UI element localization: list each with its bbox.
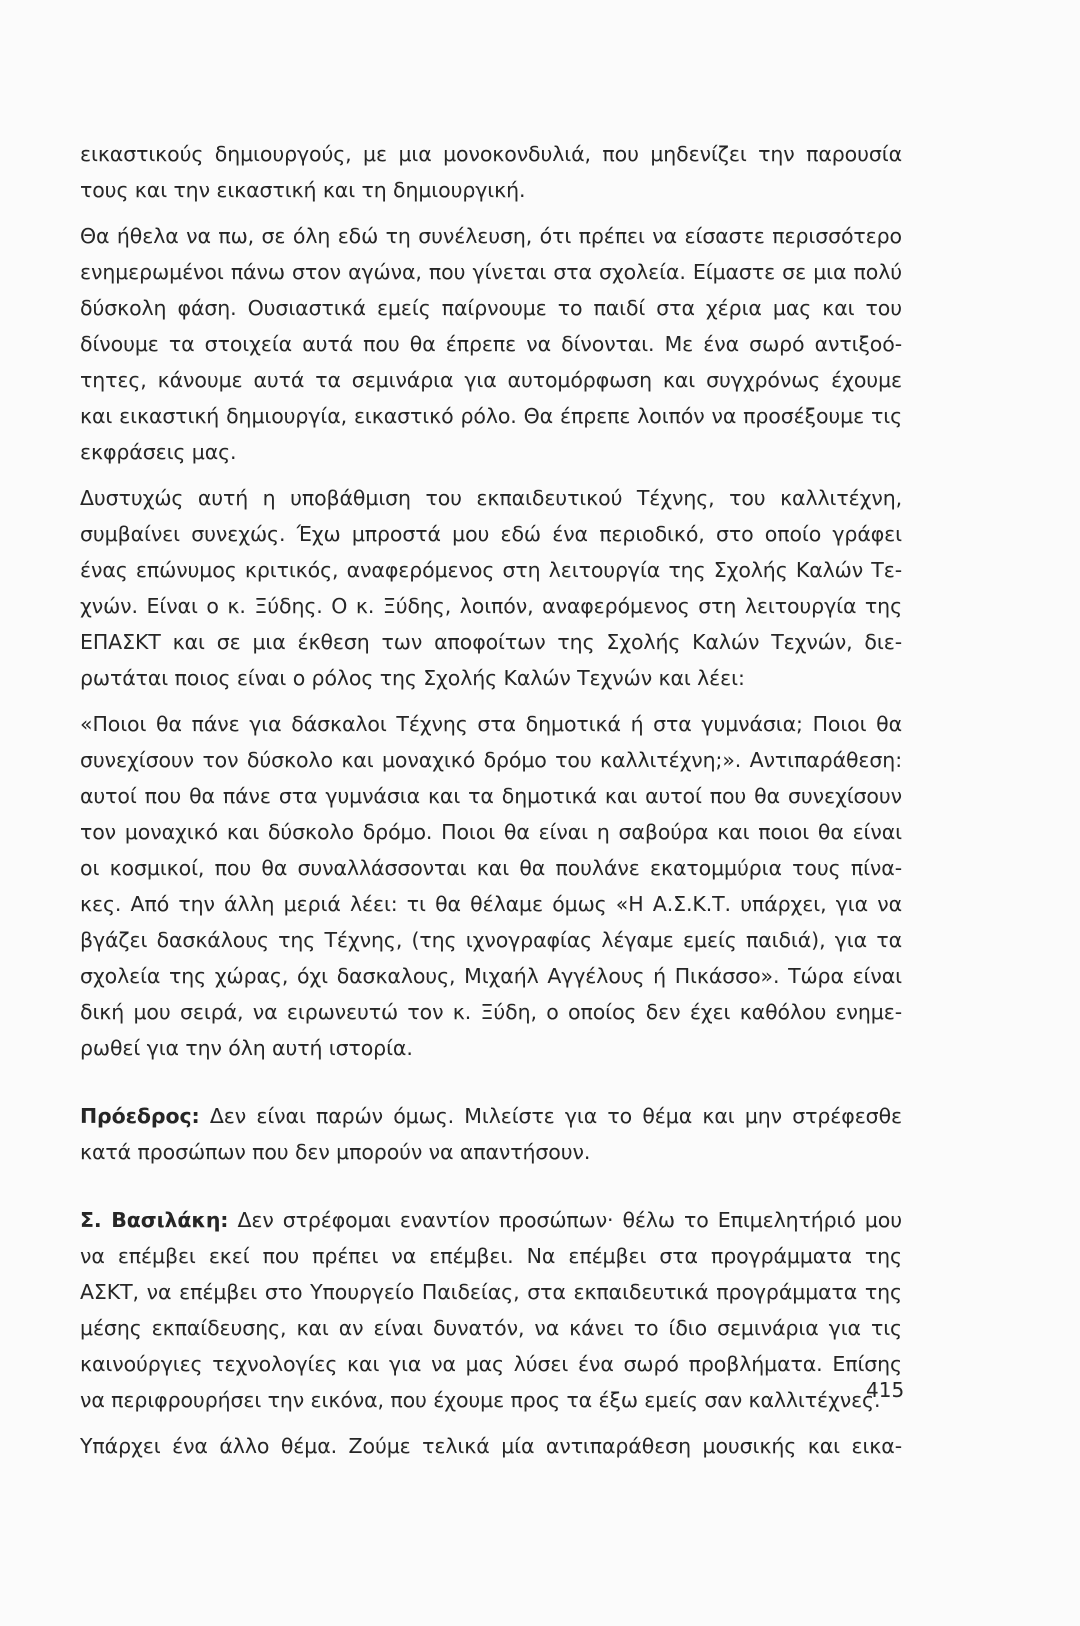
text-line: να επέμβει εκεί που πρέπει να επέμβει. Να επέμβει στα προγράμματα της <box>80 1244 902 1268</box>
text-line: τον μοναχικό και δύσκολο δρόμο. Ποιοι θα είναι η σαβούρα και ποιοι θα είναι <box>80 820 902 844</box>
text-line: ΕΠΑΣΚΤ και σε μια έκθεση των αποφοίτων της Σχολής Καλών Τεχνών, διε- <box>80 630 902 654</box>
text-line: «Ποιοι θα πάνε για δάσκαλοι Τέχνης στα δημοτικά ή στα γυμνάσια; Ποιοι θα <box>80 712 902 736</box>
document-page <box>80 136 905 1464</box>
paragraph <box>80 136 902 208</box>
text-line: δύσκολη φάση. Ουσιαστικά εμείς παίρνουμε το παιδί στα χέρια μας και του <box>80 296 902 320</box>
text-line: αυτοί που θα πάνε στα γυμνάσια και τα δημοτικά και αυτοί που θα συνεχίσουν <box>80 784 902 808</box>
speaker-paragraph-president <box>80 1098 902 1170</box>
text-line: οι κοσμικοί, που θα συναλλάσσονται και θα πουλάνε εκατομμύρια τους πίνα- <box>80 856 902 880</box>
paragraph <box>80 706 902 1066</box>
text-line: εικαστικούς δημιουργούς, με μια μονοκονδυλιά, που μηδενίζει την παρουσία <box>80 142 902 166</box>
text-line: μέσης εκπαίδευσης, και αν είναι δυνατόν, να κάνει το ίδιο σεμινάρια για τις <box>80 1316 902 1340</box>
text-line: δίνουμε τα στοιχεία αυτά που θα έπρεπε να δίνονται. Με ένα σωρό αντιξοό- <box>80 332 902 356</box>
text-line: χνών. Είναι ο κ. Ξύδης. Ο κ. Ξύδης, λοιπόν, αναφερόμενος στη λειτουργία της <box>80 594 902 618</box>
text-line: ρωθεί για την όλη αυτή ιστορία. <box>80 1036 413 1060</box>
text-line: τους και την εικαστική και τη δημιουργική. <box>80 178 526 202</box>
text-line: ΑΣΚΤ, να επέμβει στο Υπουργείο Παιδείας, στα εκπαιδευτικά προγράμματα της <box>80 1280 902 1304</box>
text-line: κες. Από την άλλη μεριά λέει: τι θα θέλαμε όμως «Η Α.Σ.Κ.Τ. υπάρχει, για να <box>80 892 902 916</box>
text-line: να περιφρουρήσει την εικόνα, που έχουμε προς τα έξω εμείς σαν καλλιτέχνες. <box>80 1388 881 1412</box>
text-line: Δυστυχώς αυτή η υποβάθμιση του εκπαιδευτικού Τέχνης, του καλλιτέχνη, <box>80 486 902 510</box>
speech-text: Δεν στρέφομαι εναντίον προσώπων· θέλω το Επιμελητήριό μου <box>237 1208 902 1232</box>
paragraph <box>80 480 902 696</box>
speaker-name: Σ. Βασιλάκη: <box>80 1208 229 1232</box>
speech-text: Δεν είναι παρών όμως. Μιλείστε για το θέμα και μην στρέφεσθε <box>209 1104 902 1128</box>
page-number: 415 <box>866 1378 905 1402</box>
speaker-name: Πρόεδρος: <box>80 1104 200 1128</box>
text-line: συμβαίνει συνεχώς. Έχω μπροστά μου εδώ ένα περιοδικό, στο οποίο γράφει <box>80 522 902 546</box>
text-line: ενημερωμένοι πάνω στον αγώνα, που γίνεται στα σχολεία. Είμαστε σε μια πολύ <box>80 260 902 284</box>
text-line: βγάζει δασκάλους της Τέχνης, (της ιχνογραφίας λέγαμε εμείς παιδιά), για τα <box>80 928 902 952</box>
paragraph <box>80 218 902 470</box>
speaker-paragraph-vasilaki <box>80 1202 905 1418</box>
text-line: Υπάρχει ένα άλλο θέμα. Ζούμε τελικά μία αντιπαράθεση μουσικής και εικα- <box>80 1434 902 1458</box>
text-line: κατά προσώπων που δεν μπορούν να απαντήσουν. <box>80 1140 591 1164</box>
text-line: δική μου σειρά, να ειρωνευτώ τον κ. Ξύδη, ο οποίος δεν έχει καθόλου ενημε- <box>80 1000 902 1024</box>
text-line: εκφράσεις μας. <box>80 440 237 464</box>
text-line: Θα ήθελα να πω, σε όλη εδώ τη συνέλευση, ότι πρέπει να είσαστε περισσότερο <box>80 224 902 248</box>
text-line: τητες, κάνουμε αυτά τα σεμινάρια για αυτομόρφωση και συγχρόνως έχουμε <box>80 368 902 392</box>
text-line: ένας επώνυμος κριτικός, αναφερόμενος στη λειτουργία της Σχολής Καλών Τε- <box>80 558 902 582</box>
text-line <box>80 1098 902 1134</box>
text-line: καινούργιες τεχνολογίες και για να μας λύσει ένα σωρό προβλήματα. Επίσης <box>80 1352 902 1376</box>
text-line: ρωτάται ποιος είναι ο ρόλος της Σχολής Καλών Τεχνών και λέει: <box>80 666 745 690</box>
text-line: συνεχίσουν τον δύσκολο και μοναχικό δρόμο του καλλιτέχνη;». Αντιπαράθεση: <box>80 748 902 772</box>
text-line: και εικαστική δημιουργία, εικαστικό ρόλο. Θα έπρεπε λοιπόν να προσέξουμε τις <box>80 404 902 428</box>
paragraph <box>80 1428 902 1464</box>
text-line <box>80 1202 902 1238</box>
text-line: σχολεία της χώρας, όχι δασκαλους, Μιχαήλ Αγγέλους ή Πικάσσο». Τώρα είναι <box>80 964 902 988</box>
